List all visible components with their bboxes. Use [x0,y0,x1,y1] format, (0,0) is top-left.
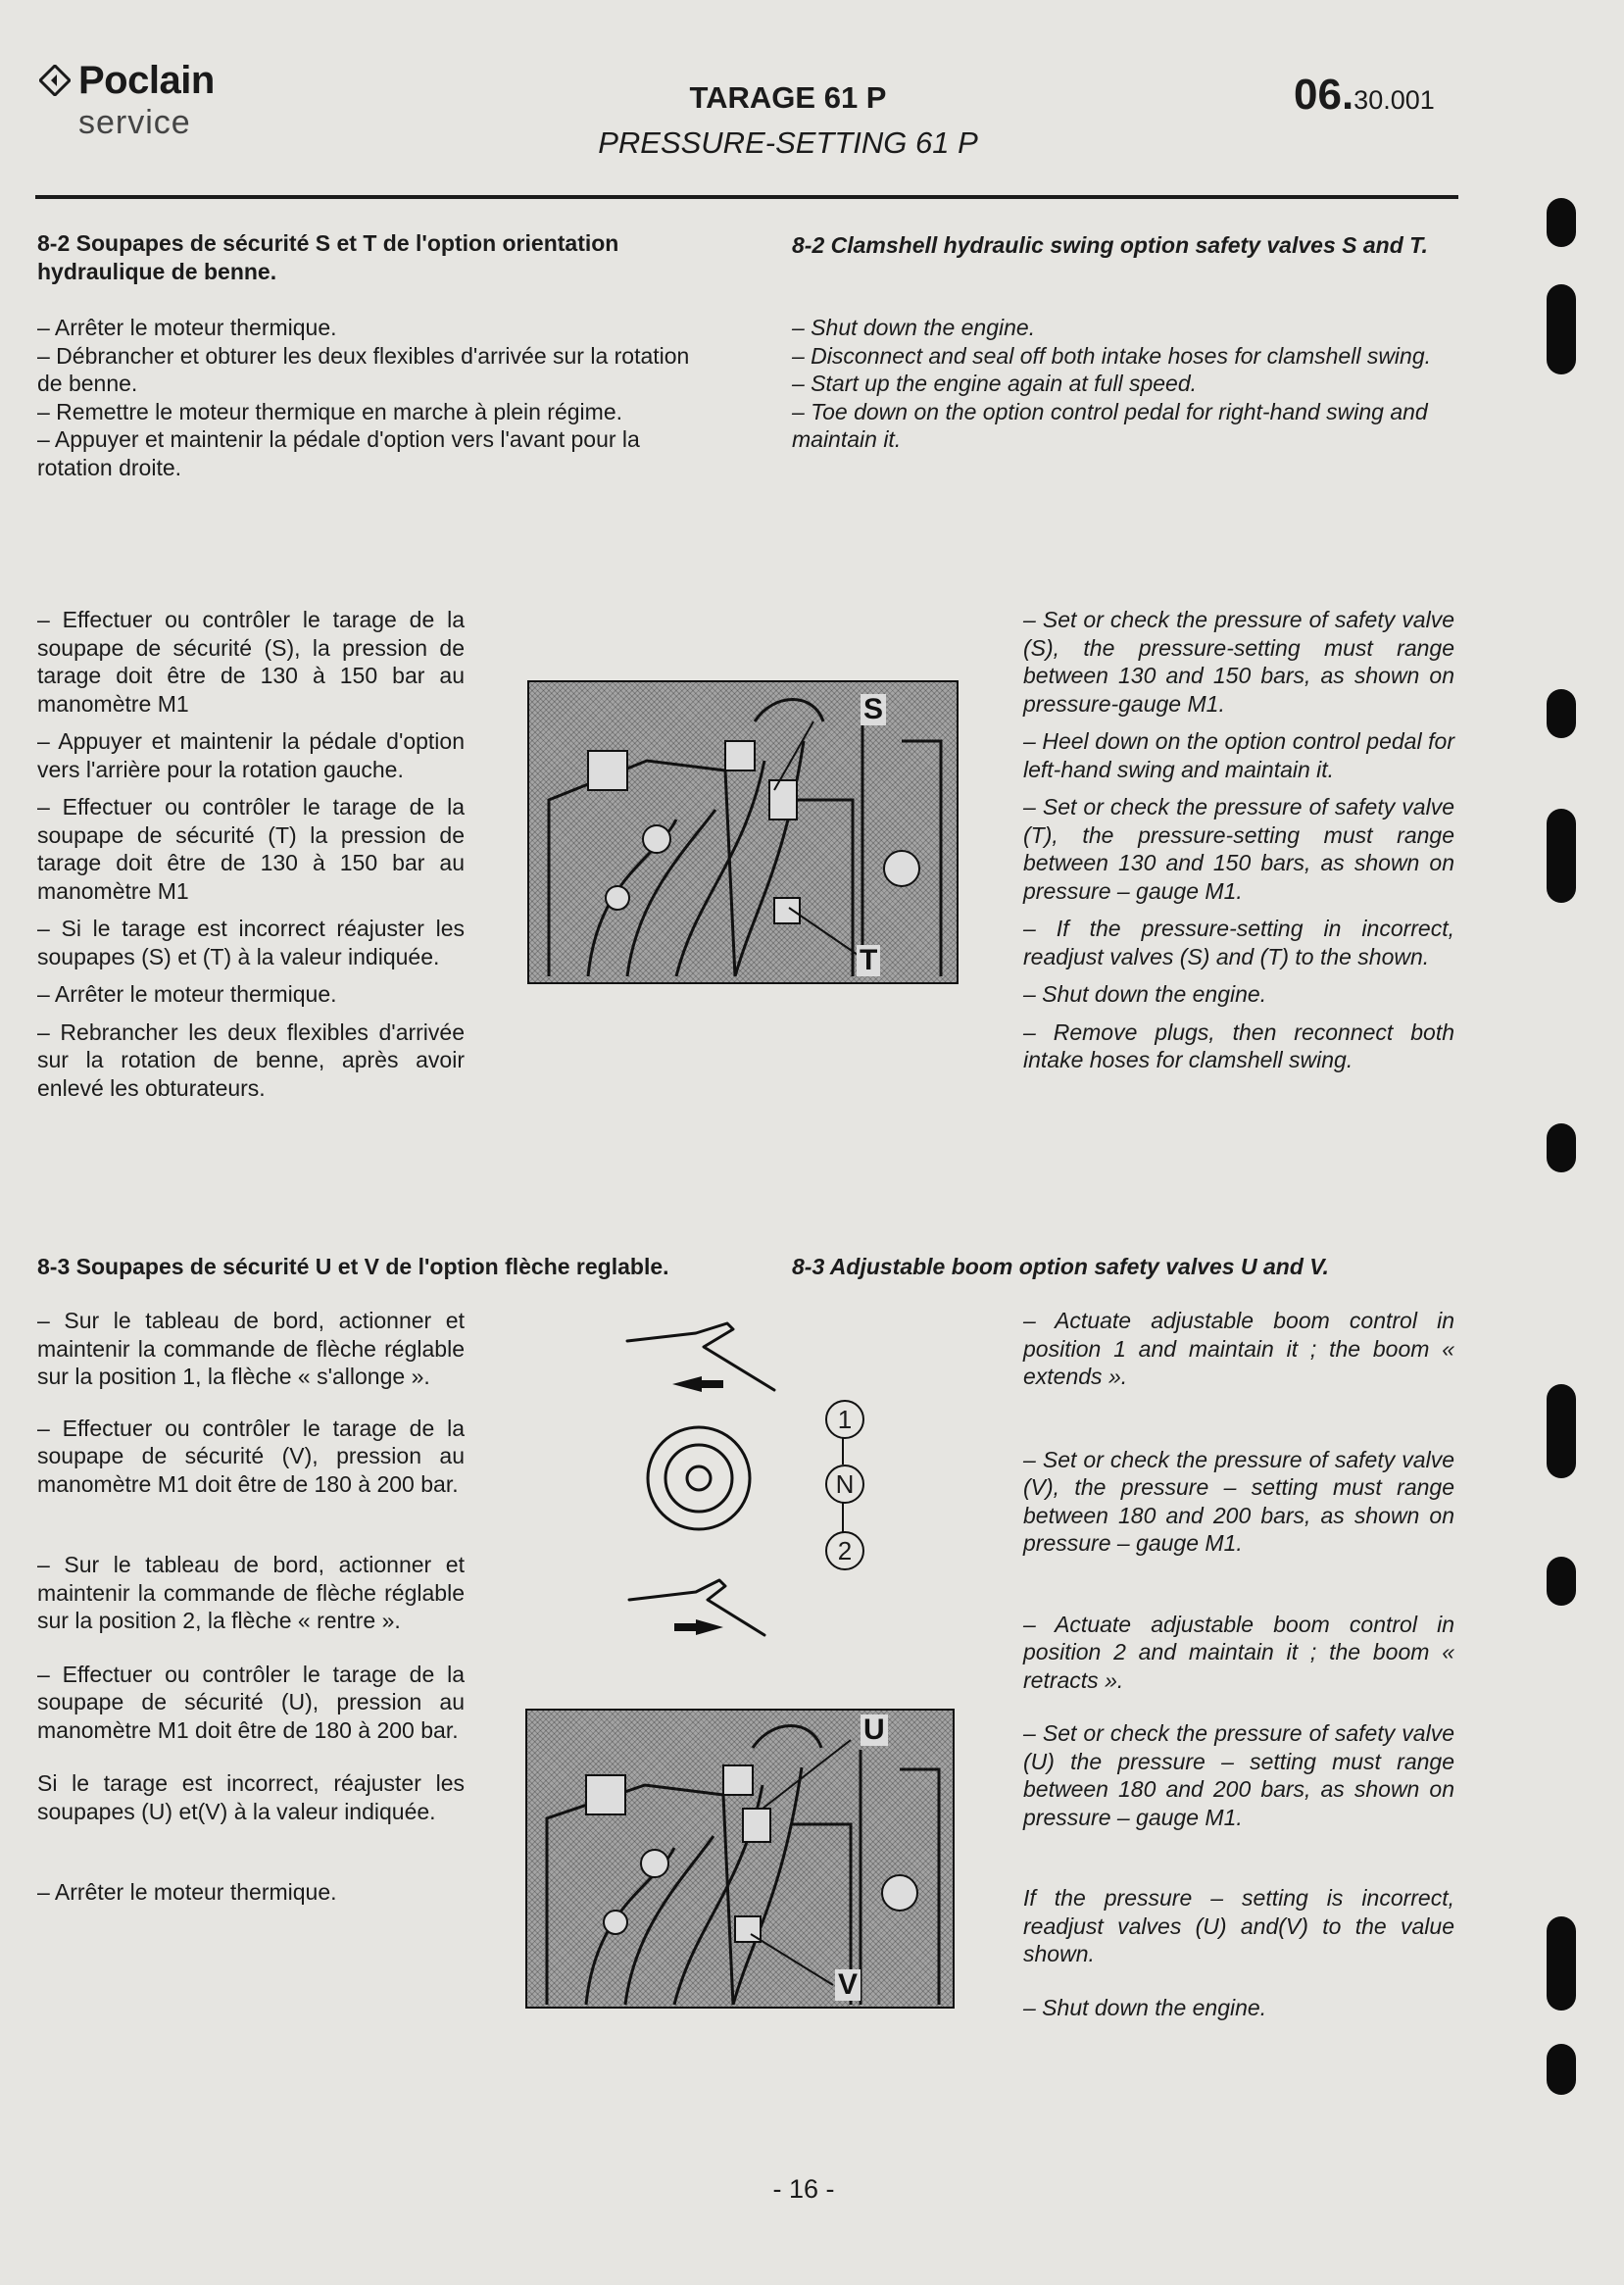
detail-text: – Arrêter le moteur thermique. [37,981,337,1007]
binder-hole [1547,1916,1576,2011]
step-text: – Disconnect and seal off both intake hoses for clamshell swing. [792,342,1432,369]
poclain-logo-icon [39,65,71,96]
detail-text: – Set or check the pressure of safety valve (T), the pressure-setting must range between 130 and 150 bars, as shown on pressure – gauge M1. [1023,794,1454,904]
section-8-2-detail-en [1023,606,1454,1084]
detail-text: – Effectuer ou contrôler le tarage de la soupape de sécurité (U), pression au manomètre M1 doit être de 180 à 200 bar. [37,1661,465,1743]
detail-text: – Shut down the engine. [1023,981,1267,1007]
detail-text: – If the pressure-setting in incorrect, readjust valves (S) and (T) to the shown. [1023,916,1454,969]
header-rule [35,195,1458,199]
switch-knob-inner-icon [665,1445,732,1512]
photo-label-u: U [861,1714,888,1746]
hydraulic-valves-illustration [527,1711,953,2007]
binder-hole [1547,198,1576,247]
binder-hole [1547,1123,1576,1172]
switch-knob-outer-icon [648,1427,750,1529]
detail-text: – Sur le tableau de bord, actionner et maintenir la commande de flèche réglable sur la position 1, la flèche « s'allonge ». [37,1308,465,1389]
binder-hole [1547,1557,1576,1606]
document-number [1294,71,1435,120]
photo-label-v: V [835,1969,861,2001]
page-number: - 16 - [772,2174,835,2204]
detail-text: – Remove plugs, then reconnect both intake hoses for clamshell swing. [1023,1018,1454,1072]
step-text: – Débrancher et obturer les deux flexibles d'arrivée sur la rotation de benne. [37,342,690,396]
section-8-2-steps-en [792,314,1460,454]
brand-service: service [78,104,191,141]
detail-text: – Shut down the engine. [1023,1994,1267,2020]
detail-text: – Si le tarage est incorrect réajuster les soupapes (S) et (T) à la valeur indiquée. [37,916,465,969]
detail-text: Si le tarage est incorrect, réajuster les soupapes (U) et(V) à la valeur indiquée. [37,1770,465,1824]
step-text: – Arrêter le moteur thermique. [37,315,337,340]
detail-text: – Appuyer et maintenir la pédale d'option vers l'arrière pour la rotation gauche. [37,728,465,782]
detail-text: – Set or check the pressure of safety valve (S), the pressure-setting must range between 130 and 150 bars, as shown on pressure-gauge M1. [1023,607,1454,717]
photo-label-s: S [861,694,886,725]
arrow-left-icon [672,1376,723,1392]
step-text: – Remettre le moteur thermique en marche à plein régime. [37,398,623,424]
section-8-3-heading-en: 8-3 Adjustable boom option safety valves U and V. [792,1254,1329,1279]
section-8-3-heading-fr: 8-3 Soupapes de sécurité U et V de l'option flèche reglable. [37,1254,669,1279]
step-text: – Start up the engine again at full speed. [792,371,1198,396]
arrow-right-icon [674,1619,723,1635]
detail-text: – Set or check the pressure of safety valve (V), the pressure – setting must range between 180 and 200 bars, as shown on pressure – gauge M1. [1023,1446,1454,1556]
binder-hole [1547,1384,1576,1478]
section-8-3-detail-fr [37,1307,465,1916]
section-8-2-heading-en: 8-2 Clamshell hydraulic swing option safety valves S and T. [792,232,1428,258]
detail-text: – Actuate adjustable boom control in position 2 and maintain it ; the boom « retracts ». [1023,1611,1454,1693]
detail-text: – Sur le tableau de bord, actionner et maintenir la commande de flèche réglable sur la position 2, la flèche « rentre ». [37,1552,465,1633]
binder-hole [1547,689,1576,738]
detail-text: – Effectuer ou contrôler le tarage de la soupape de sécurité (T) la pression de tarage doit être de 130 à 150 bar au manomètre M1 [37,794,465,904]
step-text: – Toe down on the option control pedal for right-hand swing and maintain it. [792,398,1428,452]
binder-hole [1547,809,1576,903]
brand-name: Poclain [78,59,215,102]
position-label-n: N [825,1465,864,1504]
section-8-2-heading-fr: 8-2 Soupapes de sécurité S et T de l'option orientation hydraulique de benne. [37,230,619,284]
step-text: – Appuyer et maintenir la pédale d'option vers l'avant pour la rotation droite. [37,426,640,480]
detail-text: If the pressure – setting is incorrect, readjust valves (U) and(V) to the value shown. [1023,1885,1454,1966]
binder-hole [1547,284,1576,374]
detail-text: – Effectuer ou contrôler le tarage de la soupape de sécurité (S), la pression de tarage doit être de 130 à 150 bar au manomètre M1 [37,607,465,717]
boom-control-switch-diagram [617,1314,784,1647]
section-8-3-detail-en [1023,1307,1454,2031]
document-number-minor: 30.001 [1353,85,1435,115]
valve-block-photo-u-v [525,1709,955,2009]
section-8-2-detail-fr [37,606,465,1112]
binder-hole [1547,2044,1576,2095]
valve-block-photo-s-t [527,680,959,984]
step-text: – Shut down the engine. [792,315,1036,340]
detail-text: – Actuate adjustable boom control in position 1 and maintain it ; the boom « extends ». [1023,1308,1454,1389]
page-title: TARAGE 61 P [689,80,887,115]
position-label-1: 1 [825,1400,864,1439]
detail-text: – Rebrancher les deux flexibles d'arrivée sur la rotation de benne, après avoir enlevé les obturateurs. [37,1018,465,1101]
document-number-major: 06. [1294,71,1354,119]
hydraulic-valves-illustration [529,682,957,982]
detail-text: – Set or check the pressure of safety valve (U) the pressure – setting must range between 180 and 200 bars, as shown on pressure – gauge M1. [1023,1720,1454,1830]
position-label-2: 2 [825,1531,864,1570]
detail-text: – Arrêter le moteur thermique. [37,1879,337,1905]
photo-label-t: T [857,945,880,976]
page-subtitle: PRESSURE-SETTING 61 P [598,125,978,160]
detail-text: – Effectuer ou contrôler le tarage de la soupape de sécurité (V), pression au manomètre M1 doit être de 180 à 200 bar. [37,1415,465,1497]
detail-text: – Heel down on the option control pedal for left-hand swing and maintain it. [1023,728,1454,782]
section-8-2-steps-fr [37,314,709,481]
switch-knob-center-icon [687,1466,711,1490]
